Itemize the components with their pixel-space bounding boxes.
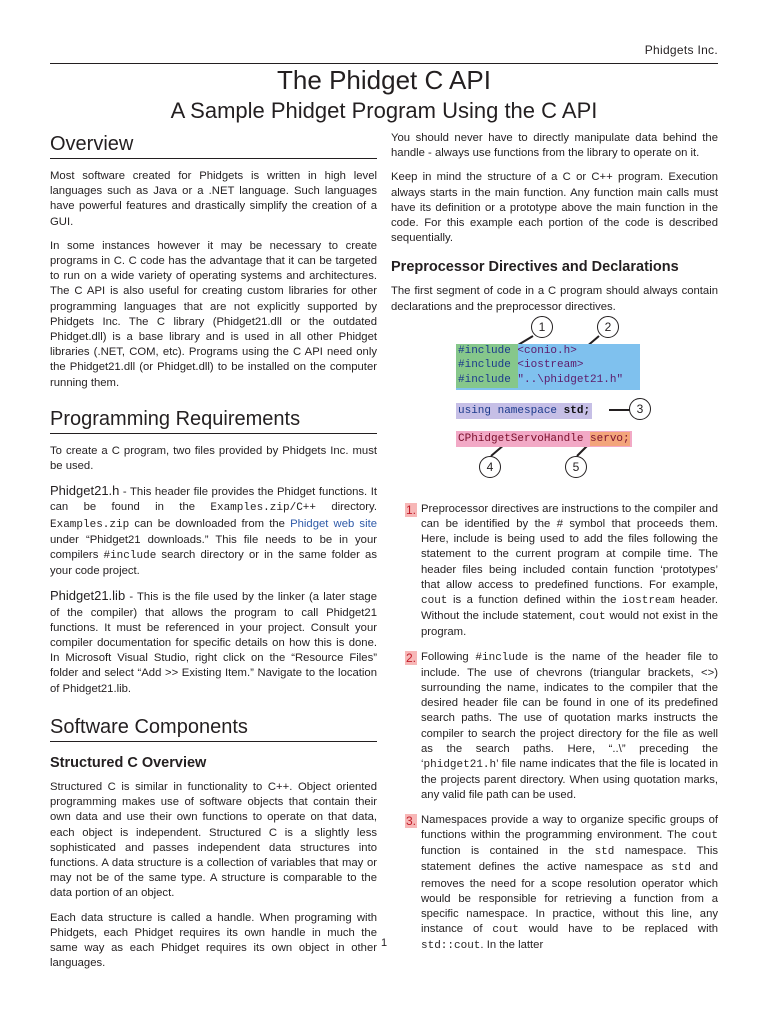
marker-1: 1 [531, 316, 553, 338]
text-run: - This header file provides the Phidget functions. It can be found in the [50, 486, 377, 514]
phidget21-lib-term: Phidget21.lib [50, 588, 126, 604]
requirements-intro: To create a C program, two files provided by Phidgets Inc. must be used. [50, 444, 377, 473]
text-run: would have to be replaced with [518, 923, 718, 936]
code-run: std [671, 862, 692, 875]
overview-heading: Overview [50, 132, 377, 159]
item-number: 3. [405, 813, 416, 828]
include-target: "..\phidget21.h" [517, 373, 624, 386]
code-run: std::cout [421, 940, 481, 953]
include-block [456, 344, 640, 390]
marker-2: 2 [597, 316, 619, 338]
page-number: 1 [380, 937, 388, 949]
code-run: cout [579, 611, 606, 624]
include-line-1 [456, 344, 640, 359]
handle-declaration [456, 431, 632, 448]
phidget21-h-term: Phidget21.h [50, 483, 120, 499]
structured-c-heading: Structured C Overview [50, 754, 207, 771]
code-figure [391, 319, 718, 492]
overview-paragraph-2: In some instances however it may be necessary to create programs in C. C code has the advantage that it can be targeted to run on a wide variety of operating systems and architectures. The C API is also useful for creating custom libraries for other programming languages that are not explicitly supported by Phidgets Inc. The C library (Phidget21.dll or the outdated Phidget.dll) is a base library and is used in all other Phidget libraries (.NET, COM, etc). Programs using the C API need only the Phidget21.dll (or Phidget.dll) to be installed on the computer running them. [50, 239, 377, 389]
text-run: under “Phidget21 downloads.” This file needs to be in your compilers [50, 533, 377, 562]
text-run: . In the latter [480, 939, 544, 952]
code-run: cout [421, 595, 448, 608]
code-include: #include [103, 550, 157, 563]
marker-4: 4 [479, 456, 501, 478]
text-run: namespace. This statement defines the active namespace as [421, 845, 718, 874]
text-run: can be downloaded from the [129, 517, 291, 530]
code-run: cout [492, 924, 519, 937]
overview-paragraph-1: Most software created for Phidgets is written in high level languages such as Java or a .NET language. Such languages have powerful features and drastically simplify the creation of a GUI. [50, 170, 377, 228]
std-namespace: std; [563, 404, 591, 417]
handle-type: CPhidgetServoHandle [458, 432, 584, 445]
explanation-list [391, 502, 718, 955]
list-item [391, 650, 718, 804]
text-run: - This is the file used by the linker (a later stage of the compiler) that allows the program to call Phidget21 functions. It must be referenced in your project. Consult your compiler documentation for specific details on how this is done. In Microsoft Visual Studio, right click on the “Resource Files” folder and select “Add >> Existing Item.” Navigate to the location of Phidget21.lib. [50, 591, 377, 695]
item-number: 2. [405, 650, 416, 665]
marker-5: 5 [565, 456, 587, 478]
marker-3: 3 [629, 398, 651, 420]
text-run: Namespaces provide a way to organize specific groups of functions within the programming environment. The [421, 813, 718, 841]
include-line-2 [456, 358, 640, 373]
include-keyword: #include [458, 359, 511, 372]
code-run: cout [691, 829, 718, 842]
servo-variable: servo; [590, 432, 630, 445]
text-run: directory. [316, 501, 377, 514]
text-run: header. Without the include statement, [421, 594, 718, 623]
preprocessor-heading: Preprocessor Directives and Declarations [391, 259, 679, 276]
code-run: phidget21.h [423, 759, 497, 772]
text-run: is a function defined within the [447, 594, 622, 607]
code-run: std [594, 846, 615, 859]
list-item [391, 813, 718, 955]
components-paragraph-1: Structured C is similar in functionality to C++. Object oriented programming makes use of software objects that contain their own data and use their own functions to operate on that data, each object is independent. Structured C is a slightly less sophisticated and passes independent data structures into functions. A data structure is a collection of variables that may or may not be of the same type. A structure is comparable to the data portion of an object. [50, 780, 377, 900]
phidget21-h-paragraph [50, 483, 377, 579]
requirements-heading: Programming Requirements [50, 407, 377, 434]
phidget-web-site-link[interactable]: Phidget web site [290, 517, 377, 530]
code-examples-dir: Examples.zip/C++ [210, 502, 316, 515]
preprocessor-intro: The first segment of code in a C program should always contain declarations and the preprocessor directives. [391, 285, 718, 313]
include-target: <conio.h> [517, 344, 577, 357]
text-run: function is contained in the [421, 845, 595, 858]
text-run: is the name of the header file to include. The use of chevrons (triangular brackets, <>) surrounding the name, indicates to the compiler that the desired header file can be found in one of its predefined search paths. The use of quotation marks instructs the compiler to search the project directory for the file as well as the search paths. Here, “..\” preceding the ‘ [421, 650, 718, 771]
text-run: ’ file name indicates that the file is located in the projects parent directory. When using quotation marks, any valid file path can be used. [421, 758, 718, 802]
document-subtitle: A Sample Phidget Program Using the C API [170, 98, 598, 123]
include-keyword: #include [458, 373, 511, 386]
namespace-line [456, 403, 592, 420]
text-run: and removes the need for a scope resolution operator which would be responsible for retrieving a function from a specific namespace. In practice, without this line, any instance of [421, 861, 718, 936]
text-run: would not exist in the program. [421, 610, 719, 639]
left-column [50, 132, 377, 980]
text-run: Following [421, 650, 476, 663]
code-run: #include [475, 651, 529, 664]
right-column [391, 131, 718, 964]
include-line-3 [456, 373, 640, 388]
company-name: Phidgets Inc. [644, 43, 718, 57]
code-examples-zip: Examples.zip [50, 518, 130, 531]
text-run: search directory or in the same folder as your code project. [50, 549, 377, 578]
include-keyword: #include [458, 344, 511, 357]
list-item [391, 502, 718, 641]
structure-paragraph: Keep in mind the structure of a C or C++ program. Execution always starts in the main function. Any function main calls must have its definition or a prototype above the main function in the code. For this example each portion of the code is described sequentially. [391, 171, 718, 245]
document-title: The Phidget C API [277, 65, 491, 95]
components-heading: Software Components [50, 715, 377, 742]
components-paragraph-2: Each data structure is called a handle. When programing with Phidgets, each Phidget requires its own handle in much the same way as each Phidget requires its own object in other languages. [50, 911, 377, 970]
header-rule [50, 63, 718, 64]
using-namespace: using namespace [458, 404, 558, 417]
text-run: Preprocessor directives are instructions to the compiler and can be identified by the # symbol that proceeds them. Here, include is being used to add the files following the statement to the current program at compile time. The header files being included contain function ‘prototypes’ that allow access to predefined functions. For example, [421, 502, 718, 591]
item-number: 1. [405, 502, 416, 517]
code-run: iostream [621, 595, 675, 608]
include-target: <iostream> [517, 359, 584, 372]
phidget21-lib-paragraph [50, 588, 377, 696]
handle-paragraph: You should never have to directly manipulate data behind the handle - always use functions from the library to operate on it. [391, 132, 718, 160]
